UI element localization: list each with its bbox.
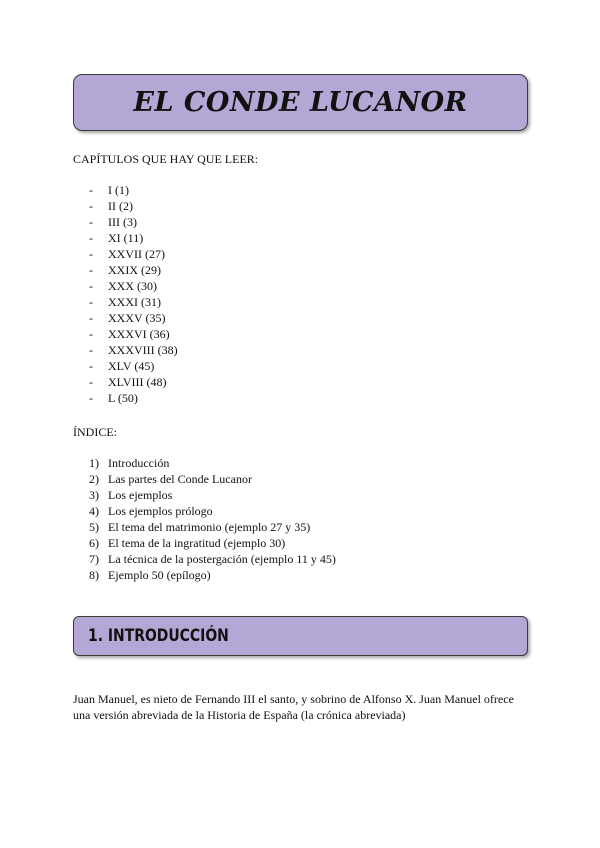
chapter-item (89, 294, 178, 310)
index-item (89, 471, 336, 487)
chapter-item (89, 326, 178, 342)
list-marker: - (89, 279, 93, 293)
list-marker: - (89, 215, 93, 229)
chapter-text: XLVIII (48) (108, 375, 167, 389)
index-item (89, 503, 336, 519)
list-marker: 1) (89, 456, 99, 470)
chapters-list (89, 182, 178, 406)
chapter-text: I (1) (108, 183, 129, 197)
document-title: EL CONDE LUCANOR (133, 87, 468, 118)
index-item (89, 551, 336, 567)
chapter-text: XXXVI (36) (108, 327, 170, 341)
chapter-item (89, 262, 178, 278)
list-marker: 7) (89, 552, 99, 566)
chapter-item (89, 310, 178, 326)
list-marker: 4) (89, 504, 99, 518)
index-item (89, 519, 336, 535)
list-marker: 8) (89, 568, 99, 582)
index-item (89, 567, 336, 583)
index-item-text: Los ejemplos (108, 488, 173, 502)
section-banner (73, 616, 528, 656)
chapter-text: XXXV (35) (108, 311, 166, 325)
index-item (89, 535, 336, 551)
index-heading: ÍNDICE: (73, 425, 117, 439)
chapter-text: XXX (30) (108, 279, 157, 293)
list-marker: - (89, 311, 93, 325)
list-marker: - (89, 263, 93, 277)
chapter-text: XXXI (31) (108, 295, 161, 309)
list-marker: - (89, 199, 93, 213)
list-marker: - (89, 183, 93, 197)
list-marker: - (89, 231, 93, 245)
list-marker: - (89, 391, 93, 405)
chapter-text: II (2) (108, 199, 133, 213)
chapter-text: XI (11) (108, 231, 144, 245)
index-item-text: Ejemplo 50 (epílogo) (108, 568, 211, 582)
list-marker: - (89, 359, 93, 373)
index-list (89, 455, 336, 583)
chapter-text: XXVII (27) (108, 247, 165, 261)
index-item-text: El tema del matrimonio (ejemplo 27 y 35) (108, 520, 311, 534)
chapter-text: III (3) (108, 215, 137, 229)
index-item (89, 487, 336, 503)
list-marker: - (89, 247, 93, 261)
chapter-item (89, 246, 178, 262)
chapter-item (89, 278, 178, 294)
list-marker: 2) (89, 472, 99, 486)
chapter-item (89, 342, 178, 358)
chapter-item (89, 214, 178, 230)
chapter-item (89, 358, 178, 374)
chapter-text: XXXVIII (38) (108, 343, 178, 357)
index-item-text: Las partes del Conde Lucanor (108, 472, 252, 486)
index-item (89, 455, 336, 471)
list-marker: 6) (89, 536, 99, 550)
chapter-item (89, 198, 178, 214)
list-marker: 5) (89, 520, 99, 534)
chapter-text: L (50) (108, 391, 138, 405)
section-heading: 1. INTRODUCCIÓN (88, 626, 229, 646)
list-marker: 3) (89, 488, 99, 502)
list-marker: - (89, 343, 93, 357)
list-marker: - (89, 295, 93, 309)
list-marker: - (89, 327, 93, 341)
chapter-text: XXIX (29) (108, 263, 161, 277)
chapter-item (89, 374, 178, 390)
index-item-text: La técnica de la postergación (ejemplo 11 y 45) (108, 552, 336, 566)
index-item-text: Los ejemplos prólogo (108, 504, 213, 518)
chapter-text: XLV (45) (108, 359, 155, 373)
chapter-item (89, 230, 178, 246)
index-item-text: Introducción (108, 456, 170, 470)
chapters-heading: CAPÍTULOS QUE HAY QUE LEER: (73, 152, 259, 166)
chapter-item (89, 182, 178, 198)
list-marker: - (89, 375, 93, 389)
intro-paragraph: Juan Manuel, es nieto de Fernando III el santo, y sobrino de Alfonso X. Juan Manuel ofrece una versión abreviada de la Historia de España (la crónica abreviada) (73, 692, 514, 722)
index-item-text: El tema de la ingratitud (ejemplo 30) (108, 536, 286, 550)
title-banner (73, 74, 528, 131)
chapter-item (89, 390, 178, 406)
